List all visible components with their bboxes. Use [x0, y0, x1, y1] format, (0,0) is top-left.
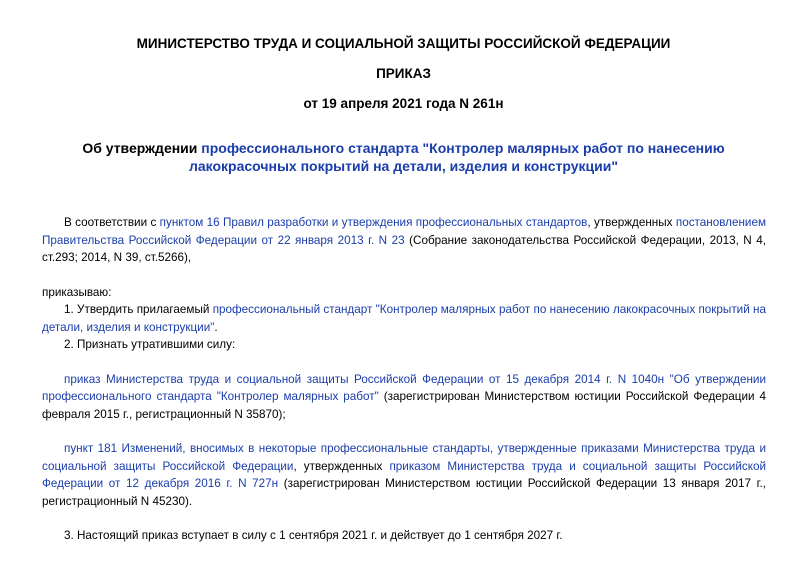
rules-clause-16-link[interactable]: пунктом 16 Правил разработки и утверждения профессиональных стандартов: [159, 216, 588, 229]
document-title: [40, 139, 767, 175]
item-1-text: 1. Утвердить прилагаемый: [64, 303, 213, 316]
preamble-text-2: , утвержденных: [587, 216, 676, 229]
title-standard-link[interactable]: профессионального стандарта "Контролер малярных работ по нанесению лакокрасочных покрытий на детали, изделия и конструкции": [188, 140, 725, 174]
annulled-order-2-text-1: , утвержденных: [293, 459, 390, 473]
title-prefix: Об утверждении: [82, 140, 202, 156]
government-resolution-link[interactable]: постановлением Правительства Российской Федерации от 22 января 2013 г. N 23: [42, 216, 766, 247]
item-1-paragraph: [42, 301, 766, 336]
annulled-order-2-text-2: (зарегистрирован Министерством юстиции Российской Федерации 13 января 2017 г., регистрационный N 45230).: [42, 477, 766, 508]
ministry-heading: МИНИСТЕРСТВО ТРУДА И СОЦИАЛЬНОЙ ЗАЩИТЫ РОССИЙСКОЙ ФЕДЕРАЦИИ: [136, 36, 671, 51]
item-3-paragraph: 3. Настоящий приказ вступает в силу с 1 сентября 2021 г. и действует до 1 сентября 2027 г.: [64, 529, 563, 542]
document-body: [42, 214, 766, 545]
document-type-heading: ПРИКАЗ: [376, 66, 431, 81]
annulled-order-1-text: (зарегистрирован Министерством юстиции Российской Федерации 4 февраля 2015 г., регистрационный N 35870);: [42, 390, 766, 421]
preamble-text-1: В соответствии с: [64, 216, 160, 229]
document-date-number: от 19 апреля 2021 года N 261н: [303, 96, 504, 111]
approved-standard-link[interactable]: профессиональный стандарт "Контролер малярных работ по нанесению лакокрасочных покрытий на детали, изделия и конструкции": [42, 303, 766, 334]
preamble-text-3: (Собрание законодательства Российской Федерации, 2013, N 4, ст.293; 2014, N 39, ст.5266),: [42, 233, 766, 264]
preamble-paragraph: [42, 214, 766, 267]
order-word: приказываю:: [42, 285, 112, 299]
annulled-order-2-paragraph: [42, 440, 766, 510]
order-1040n-link[interactable]: приказ Министерства труда и социальной защиты Российской Федерации от 15 декабря 2014 г. N 1040н "Об утверждении профессионального стандарта "Контролер малярных работ": [42, 372, 766, 403]
order-727n-link[interactable]: приказом Министерства труда и социальной защиты Российской Федерации от 12 декабря 2016 г. N 727н: [42, 459, 766, 490]
item-1-end: .: [214, 320, 218, 334]
item-2-paragraph: 2. Признать утратившими силу:: [64, 338, 236, 351]
annulled-order-1-paragraph: [42, 371, 766, 424]
clause-181-link[interactable]: пункт 181 Изменений, вносимых в некоторые профессиональные стандарты, утвержденные приказами Министерства труда и социальной защиты Российской Федерации: [42, 442, 766, 473]
